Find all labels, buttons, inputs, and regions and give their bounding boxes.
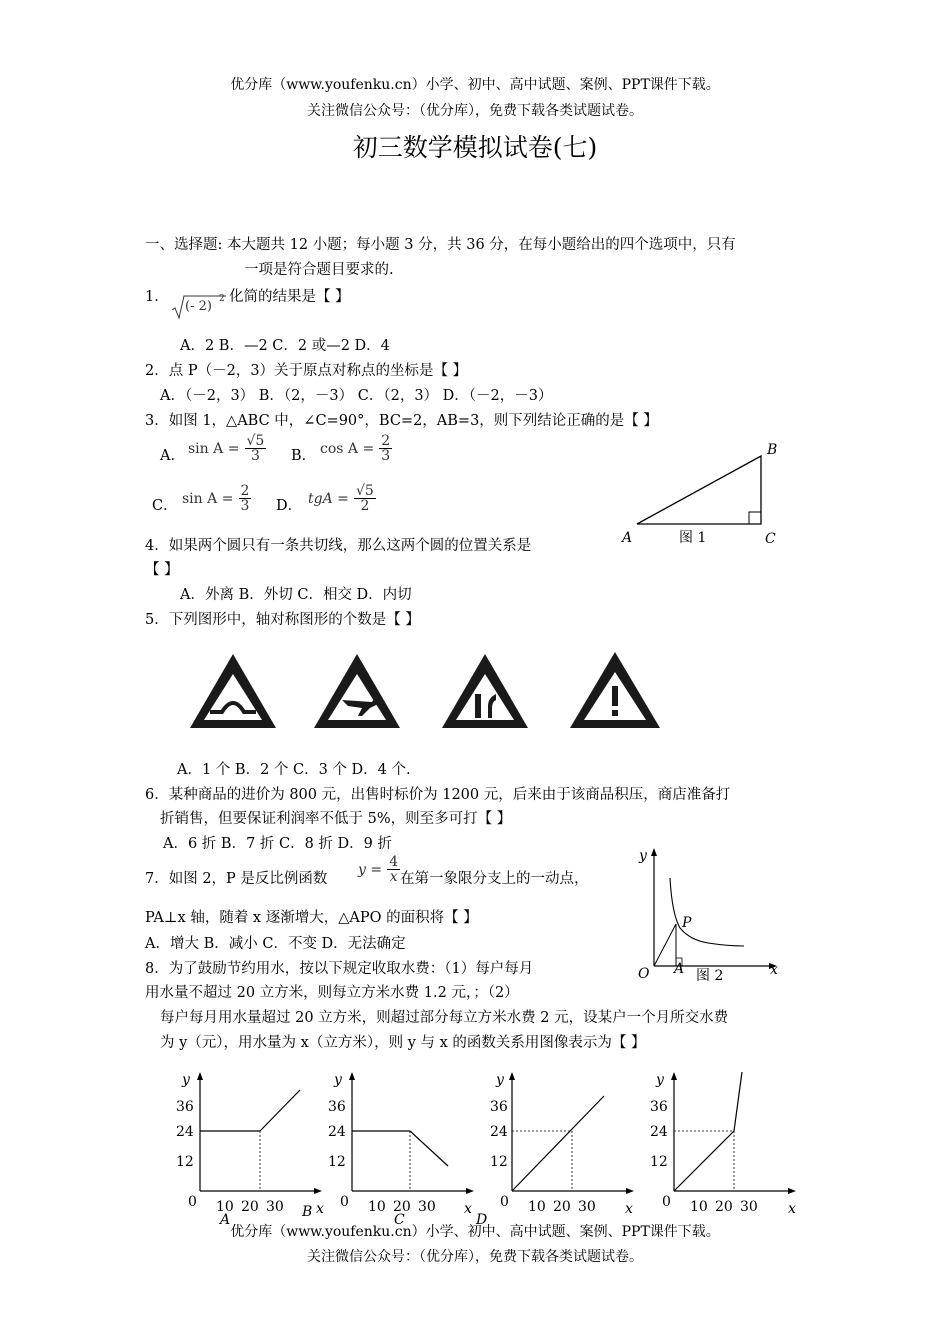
page-title: 初三数学模拟试卷(七) — [352, 133, 598, 162]
q8-line-3: 每户每月用水量超过 20 立方米，则超过部分每立方米水费 2 元，设某户一个月所交水费 — [160, 1010, 729, 1026]
q3-option-a-num: √5 — [246, 433, 265, 449]
q3-option-a-label: A． — [160, 448, 185, 464]
fig2-label-a: A — [674, 961, 685, 977]
figure-1-triangle — [615, 436, 790, 551]
graph-d-label: D — [476, 1212, 488, 1226]
graph-a-origin: 0 — [188, 1194, 197, 1210]
footer-line-2: 关注微信公众号：（优分库），免费下载各类试题试卷。 — [307, 1249, 643, 1265]
q5-stem: 5．下列图形中，轴对称图形的个数是【 】 — [145, 612, 420, 628]
fig1-label-b: B — [767, 442, 778, 458]
graph-b-x-arrow-icon — [466, 1188, 474, 1194]
fig1-label-c: C — [765, 531, 776, 547]
header-line-1: 优分库（www.youfenku.cn）小学、初中、高中试题、案例、PPT课件下载。 — [230, 77, 720, 93]
graph-d-label-x: x — [788, 1201, 796, 1217]
graph-d-origin: 0 — [662, 1194, 671, 1210]
graph-b-ytick-12: 12 — [328, 1154, 346, 1170]
q3-option-b-fn: cos A = — [320, 441, 375, 457]
graph-d-first-segment — [674, 1131, 734, 1191]
q1-stem: 化简的结果是【 】 — [229, 289, 350, 305]
q6-options: A．6 折 B．7 折 C．8 折 D．9 折 — [163, 836, 393, 852]
graph-b-y-arrow-icon — [349, 1072, 355, 1080]
fig2-segment-op — [654, 924, 676, 966]
q7-fn: y = — [358, 862, 383, 878]
section-intro-line-1: 一、选择题: 本大题共 12 小题；每小题 3 分，共 36 分，在每小题给出的四个选项中，只有 — [145, 237, 736, 253]
q3-option-b-den: 3 — [381, 448, 391, 464]
q7-function — [358, 855, 400, 884]
q3-option-a-den: 3 — [250, 448, 260, 464]
graph-a-ytick-12: 12 — [176, 1154, 194, 1170]
header-line-2: 关注微信公众号：（优分库），免费下载各类试题试卷。 — [307, 103, 643, 119]
sign-narrow-road-icon — [442, 654, 528, 728]
fig2-hyperbola — [670, 878, 744, 946]
graph-a-label: A — [220, 1212, 231, 1226]
sign-bump-icon — [190, 654, 276, 728]
graph-c-xtick-10: 10 — [528, 1199, 546, 1215]
q7-num: 4 — [389, 854, 399, 870]
q4-options: A．外离 B．外切 C．相交 D．内切 — [180, 587, 412, 603]
q8-line-4: 为 y（元），用水量为 x（立方米），则 y 与 x 的函数关系用图像表示为【 】 — [160, 1035, 646, 1051]
graph-b-origin: 0 — [340, 1194, 349, 1210]
graph-a-x-arrow-icon — [314, 1188, 322, 1194]
q3-option-b-expr — [320, 434, 392, 463]
graph-a-steep-segment — [260, 1090, 300, 1131]
q3-option-b-num: 2 — [381, 433, 391, 449]
q6-line-2: 折销售，但要保证利润率不低于 5%，则至多可打【 】 — [160, 811, 512, 827]
graph-d-ytick-24: 24 — [650, 1124, 668, 1140]
graph-b-label-x: x — [464, 1201, 472, 1217]
q2-options: A．（－2，3） B．（2，－3） C．（2，3） D．（－2，－3） — [160, 388, 553, 404]
graph-d-xtick-30: 30 — [740, 1199, 758, 1215]
right-angle-mark — [749, 512, 761, 524]
graph-b-label-y: y — [334, 1072, 342, 1088]
triangle-abc — [637, 456, 761, 524]
graph-b-xtick-10: 10 — [368, 1199, 386, 1215]
q3-option-c-fn: sin A = — [182, 491, 234, 507]
sign-airplane-icon — [314, 654, 400, 728]
graph-b — [301, 1072, 474, 1220]
q6-line-1: 6．某种商品的进价为 800 元，出售时标价为 1200 元，后来由于该商品积压，商店准备打 — [145, 787, 731, 803]
graph-a-label-x: x — [316, 1201, 324, 1217]
graph-a-ytick-24: 24 — [176, 1124, 194, 1140]
graph-c-label-y: y — [496, 1072, 504, 1088]
q3-option-c-num: 2 — [240, 483, 250, 499]
graph-a-xtick-30: 30 — [266, 1199, 284, 1215]
q5-options: A．1 个 B．2 个 C．3 个 D．4 个. — [177, 762, 411, 778]
graph-a-xtick-10: 10 — [216, 1199, 234, 1215]
graph-a-y-arrow-icon — [197, 1072, 203, 1080]
q7-line-2: PA⊥x 轴，随着 x 逐渐增大，△APO 的面积将【 】 — [145, 910, 478, 926]
graph-c-xtick-30: 30 — [578, 1199, 596, 1215]
graph-c-y-arrow-icon — [509, 1072, 515, 1080]
fig1-label-a: A — [622, 530, 633, 546]
graph-a-label-y: y — [182, 1072, 190, 1088]
q7-stem-post: 在第一象限分支上的一动点， — [400, 871, 589, 887]
graph-c-x-arrow-icon — [626, 1188, 634, 1194]
q5-signs — [188, 650, 668, 732]
q1-options: A．2 B．—2 C．2 或—2 D．4 — [180, 338, 390, 354]
fig2-label-p: P — [682, 915, 692, 931]
q4-bracket: 【 】 — [145, 562, 179, 578]
q3-option-c-label: C． — [152, 498, 178, 514]
graph-c-ytick-24: 24 — [490, 1124, 508, 1140]
q3-option-a-fn: sin A = — [188, 441, 240, 457]
q3-option-d-den: 2 — [360, 498, 370, 514]
graph-b-down-segment — [410, 1131, 448, 1166]
graph-d-steep-segment — [734, 1072, 742, 1131]
q3-option-d-num: √5 — [355, 483, 374, 499]
section-intro-line-2: 一项是符合题目要求的. — [244, 262, 394, 278]
q3-option-c-den: 3 — [240, 498, 250, 514]
q3-option-d-fn: tgA = — [308, 491, 349, 507]
graph-a-ytick-36: 36 — [176, 1099, 194, 1115]
graph-b-xtick-30: 30 — [418, 1199, 436, 1215]
sign-warning-icon — [570, 652, 660, 728]
q3-option-b-label: B． — [291, 448, 317, 464]
graph-c-origin: 0 — [500, 1194, 509, 1210]
q2-stem: 2．点 P（－2，3）关于原点对称点的坐标是【 】 — [145, 363, 468, 379]
q8-line-2: 用水量不超过 20 立方米，则每立方米水费 1.2 元，；（2） — [145, 985, 519, 1001]
graph-d — [475, 1072, 796, 1226]
graph-b-xtick-20: 20 — [393, 1199, 411, 1215]
graph-c-ytick-36: 36 — [490, 1099, 508, 1115]
graph-b-label: B — [302, 1204, 313, 1220]
graph-d-xtick-20: 20 — [715, 1199, 733, 1215]
q1-exponent: 2 — [219, 294, 225, 304]
q4-stem: 4．如果两个圆只有一条共切线，那么这两个圆的位置关系是 — [145, 538, 532, 554]
graph-d-y-arrow-icon — [671, 1072, 677, 1080]
fig1-caption: 图 1 — [679, 530, 707, 546]
q1-radical — [171, 294, 227, 320]
graph-c-label: C — [394, 1212, 405, 1226]
fig2-y-arrow-icon — [651, 848, 657, 856]
graph-b-ytick-36: 36 — [328, 1099, 346, 1115]
graph-d-ytick-12: 12 — [650, 1154, 668, 1170]
q7-stem-pre: 7．如图 2，P 是反比例函数 — [145, 871, 328, 887]
graph-d-ytick-36: 36 — [650, 1099, 668, 1115]
q7-den: x — [389, 869, 398, 885]
q3-option-a-expr — [188, 434, 266, 463]
q3-option-c-expr — [182, 484, 251, 513]
q3-stem: 3．如图 1，△ABC 中，∠C=90°，BC=2，AB=3，则下列结论正确的是【 】 — [145, 413, 658, 429]
q1-radicand: (- 2) — [185, 299, 212, 314]
q8-line-1: 8．为了鼓励节约用水，按以下规定收取水费：（1）每户每月 — [145, 961, 534, 977]
graph-c-line — [512, 1096, 604, 1191]
fig2-label-x: x — [770, 962, 778, 978]
graph-a-xtick-20: 20 — [241, 1199, 259, 1215]
q3-option-d-expr — [308, 484, 376, 513]
fig2-label-y: y — [639, 848, 647, 864]
graph-c-label-x: x — [625, 1201, 633, 1217]
graph-d-xtick-10: 10 — [690, 1199, 708, 1215]
q3-option-d-label: D． — [276, 498, 303, 514]
fig2-label-o: O — [638, 966, 650, 982]
footer-line-1: 优分库（www.youfenku.cn）小学、初中、高中试题、案例、PPT课件下载。 — [230, 1224, 720, 1240]
graph-d-label-y: y — [656, 1072, 664, 1088]
graph-c-ytick-12: 12 — [490, 1154, 508, 1170]
figure-2-reciprocal — [628, 842, 783, 982]
q7-options: A．增大 B．减小 C．不变 D．无法确定 — [145, 936, 406, 952]
graph-c-xtick-20: 20 — [553, 1199, 571, 1215]
graph-a — [176, 1072, 324, 1226]
graph-b-ytick-24: 24 — [328, 1124, 346, 1140]
graph-d-x-arrow-icon — [788, 1188, 796, 1194]
q8-graphs — [168, 1066, 808, 1226]
q1-number: 1． — [145, 289, 169, 305]
fig2-caption: 图 2 — [696, 968, 724, 982]
